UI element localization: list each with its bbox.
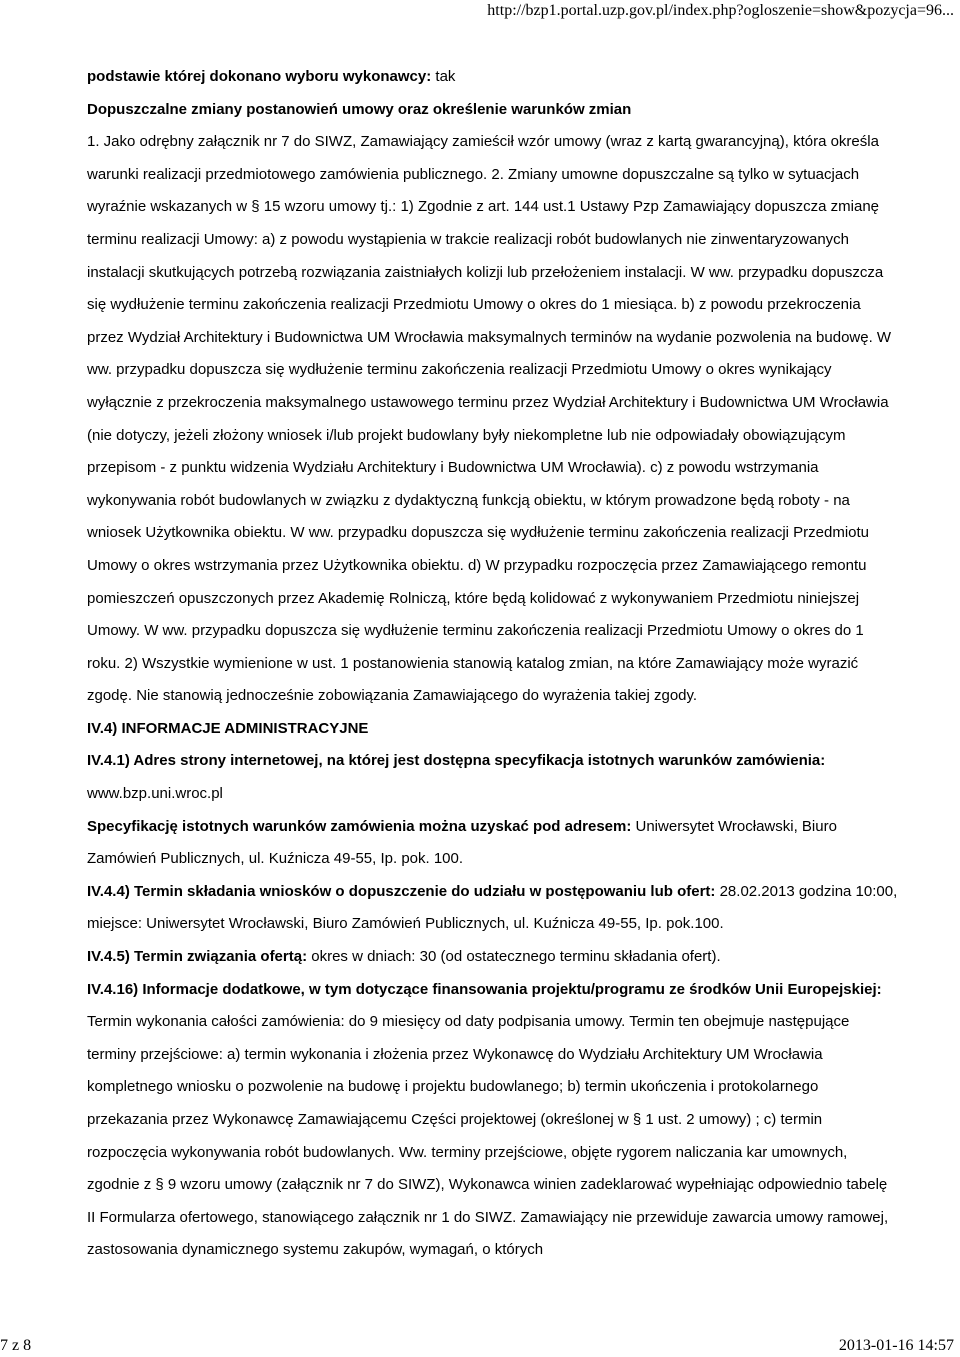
section-iv416 xyxy=(87,974,899,1267)
section-iv416-value: Termin wykonania całości zamówienia: do 9 miesięcy od daty podpisania umowy. Termin ten obejmuje następujące terminy przejściowe: a) termin wykonania i złożenia przez Wykonawcę do Wydziału Architektury UM Wrocławia kompletnego wniosku o pozwolenie na budowę i projektu budowlanego; b) termin ukończenia i protokolarnego przekazania przez Wykonawcę Zamawiającemu Części projektowej (określonej w § 1 ust. 2 umowy) ; c) termin rozpoczęcia wykonywania robót budowlanych. Ww. terminy przejściowe, objęte rygorem naliczania kar umownych, zgodnie z § 9 wzoru umowy (załącznik nr 7 do SIWZ), Wykonawca winien zadeklarować wypełniając odpowiednio tabelę II Formularza ofertowego, stanowiącego załącznik nr 1 do SIWZ. Zamawiający nie przewiduje zawarcia umowy ramowej, zastosowania dynamicznego systemu zakupów, wymagań, o których xyxy=(87,1013,889,1259)
page-number: 7 z 8 xyxy=(0,1337,32,1354)
selection-basis-value: tak xyxy=(431,68,456,85)
notice-body xyxy=(87,61,899,1267)
spec-address xyxy=(87,811,899,876)
section-iv45-label: IV.4.5) Termin związania ofertą: xyxy=(87,948,308,966)
section-iv41-label: IV.4.1) Adres strony internetowej, na której jest dostępna specyfikacja istotnych warunków zamówienia: xyxy=(87,752,826,770)
section-iv45-value: okres w dniach: 30 (od ostatecznego terminu składania ofert). xyxy=(307,948,721,966)
page-url: http://bzp1.portal.uzp.gov.pl/index.php?ogloszenie=show&pozycja=96... xyxy=(487,2,954,19)
section-iv4-heading: IV.4) INFORMACJE ADMINISTRACYJNE xyxy=(87,719,369,737)
section-iv44-label: IV.4.4) Termin składania wniosków o dopuszczenie do udziału w postępowaniu lub ofert: xyxy=(87,882,716,900)
section-iv44 xyxy=(87,876,899,941)
changes-heading: Dopuszczalne zmiany postanowień umowy oraz określenie warunków zmian xyxy=(87,100,632,118)
section-iv45 xyxy=(87,941,899,974)
selection-basis-label: podstawie której dokonano wyboru wykonawcy: xyxy=(87,68,432,85)
selection-basis xyxy=(87,61,899,94)
section-iv44-value: 28.02.2013 godzina 10:00, miejsce: Uniwersytet Wrocławski, Biuro Zamówień Publicznych, ul. Kuźnicza 49-55, Ip. pok.100. xyxy=(87,882,898,933)
spec-address-value: Uniwersytet Wrocławski, Biuro Zamówień Publicznych, ul. Kuźnicza 49-55, Ip. pok. 100. xyxy=(87,817,837,868)
print-datetime: 2013-01-16 14:57 xyxy=(838,1337,954,1354)
section-iv41-url: www.bzp.uni.wroc.pl xyxy=(87,785,223,803)
changes-paragraph: 1. Jako odrębny załącznik nr 7 do SIWZ, Zamawiający zamieścił wzór umowy (wraz z kartą gwarancyjną), która określa warunki realizacji przedmiotowego zamówienia publicznego. 2. Zmiany umowne dopuszczalne są tylko w sytuacjach wyraźnie wskazanych w § 15 wzoru umowy tj.: 1) Zgodnie z art. 144 ust.1 Ustawy Pzp Zamawiający dopuszcza zmianę terminu realizacji Umowy: a) z powodu wystąpienia w trakcie realizacji robót budowlanych nie zinwentaryzowanych instalacji skutkujących potrzebą rozwiązania zaistniałych kolizji lub przełożeniem instalacji. W ww. przypadku dopuszcza się wydłużenie terminu zakończenia realizacji Przedmiotu Umowy o okres do 1 miesiąca. b) z powodu przekroczenia przez Wydział Architektury i Budownictwa UM Wrocławia maksymalnych terminów na wydanie pozwolenia na budowę. W ww. przypadku dopuszcza się wydłużenie terminu zakończenia realizacji Przedmiotu Umowy o okres wynikający wyłącznie z przekroczenia maksymalnego ustawowego terminu przez Wydział Architektury i Budownictwa UM Wrocławia (nie dotyczy, jeżeli złożony wniosek i/lub projekt budowlany były niekompletne lub nie odpowiadały obowiązującym przepisom - z punktu widzenia Wydziału Architektury i Budownictwa UM Wrocławia). c) z powodu wstrzymania wykonywania robót budowlanych w związku z dydaktyczną funkcją obiektu, w którym prowadzone będą roboty - na wniosek Użytkownika obiektu. W ww. przypadku dopuszcza się wydłużenie terminu zakończenia realizacji Przedmiotu Umowy o okres wstrzymania przez Użytkownika obiektu. d) W przypadku rozpoczęcia przez Zamawiającego remontu pomieszczeń opuszczonych przez Akademię Rolniczą, które będą kolidować z wykonywaniem Przedmiotu niniejszej Umowy. W ww. przypadku dopuszcza się wydłużenie terminu zakończenia realizacji Przedmiotu Umowy o okres do 1 roku. 2) Wszystkie wymienione w ust. 1 postanowienia stanowią katalog zmian, na które Zamawiający może wyrazić zgodę. Nie stanowią jednocześnie zobowiązania Zamawiającego do wyrażenia takiej zgody. xyxy=(87,133,892,705)
spec-address-label: Specyfikację istotnych warunków zamówienia można uzyskać pod adresem: xyxy=(87,817,632,835)
section-iv416-label: IV.4.16) Informacje dodatkowe, w tym dotyczące finansowania projektu/programu ze środków Unii Europejskiej: xyxy=(87,980,882,998)
